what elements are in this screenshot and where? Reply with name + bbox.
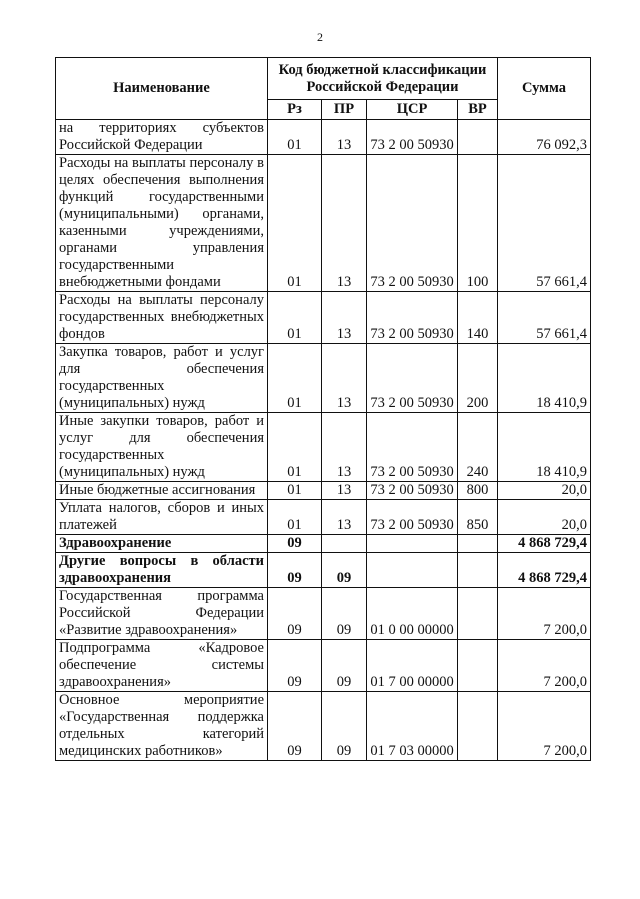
cell-csr: 01 7 00 00000 — [367, 640, 458, 692]
cell-csr: 73 2 00 50930 — [367, 120, 458, 155]
cell-pr: 09 — [322, 640, 367, 692]
cell-pr: 13 — [322, 344, 367, 413]
cell-pr: 09 — [322, 692, 367, 761]
cell-csr: 73 2 00 50930 — [367, 292, 458, 344]
cell-rz: 09 — [268, 553, 322, 588]
cell-rz: 09 — [268, 588, 322, 640]
cell-sum: 18 410,9 — [498, 344, 591, 413]
cell-csr — [367, 553, 458, 588]
cell-pr: 13 — [322, 120, 367, 155]
cell-rz: 01 — [268, 413, 322, 482]
cell-vr — [458, 535, 498, 553]
cell-vr: 240 — [458, 413, 498, 482]
cell-sum: 7 200,0 — [498, 692, 591, 761]
header-sum: Сумма — [498, 58, 591, 120]
cell-vr: 200 — [458, 344, 498, 413]
cell-vr: 850 — [458, 500, 498, 535]
cell-name: Иные закупки товаров, работ и услуг для обеспечения государственных (муниципальных) нужд — [56, 413, 268, 482]
cell-vr: 100 — [458, 155, 498, 292]
table-row — [56, 588, 591, 640]
table-row — [56, 292, 591, 344]
cell-csr: 73 2 00 50930 — [367, 482, 458, 500]
cell-vr: 140 — [458, 292, 498, 344]
cell-pr: 13 — [322, 155, 367, 292]
cell-name: Здравоохранение — [56, 535, 268, 553]
cell-vr — [458, 120, 498, 155]
header-rz: Рз — [268, 100, 322, 120]
cell-vr — [458, 640, 498, 692]
cell-rz: 01 — [268, 120, 322, 155]
cell-csr: 73 2 00 50930 — [367, 344, 458, 413]
cell-pr: 09 — [322, 588, 367, 640]
cell-rz: 09 — [268, 535, 322, 553]
cell-vr — [458, 588, 498, 640]
cell-name: Расходы на выплаты персоналу в целях обеспечения выполнения функций государственными (муниципальными) органами, казенными учреждениями, органами управления государственными внебюджетными фондами — [56, 155, 268, 292]
cell-pr: 13 — [322, 500, 367, 535]
cell-rz: 01 — [268, 482, 322, 500]
cell-name: Расходы на выплаты персоналу государственных внебюджетных фондов — [56, 292, 268, 344]
header-csr: ЦСР — [367, 100, 458, 120]
table-row — [56, 640, 591, 692]
cell-csr: 73 2 00 50930 — [367, 155, 458, 292]
table-row — [56, 120, 591, 155]
cell-rz: 01 — [268, 344, 322, 413]
cell-csr: 73 2 00 50930 — [367, 413, 458, 482]
cell-name: Уплата налогов, сборов и иных платежей — [56, 500, 268, 535]
cell-sum: 57 661,4 — [498, 155, 591, 292]
cell-name: Основное мероприятие «Государственная поддержка отдельных категорий медицинских работников» — [56, 692, 268, 761]
table-row — [56, 155, 591, 292]
cell-name: на территориях субъектов Российской Федерации — [56, 120, 268, 155]
cell-vr — [458, 553, 498, 588]
cell-csr: 73 2 00 50930 — [367, 500, 458, 535]
cell-rz: 01 — [268, 155, 322, 292]
cell-csr: 01 7 03 00000 — [367, 692, 458, 761]
cell-csr: 01 0 00 00000 — [367, 588, 458, 640]
cell-rz: 09 — [268, 692, 322, 761]
cell-name: Подпрограмма «Кадровое обеспечение системы здравоохранения» — [56, 640, 268, 692]
cell-vr — [458, 692, 498, 761]
cell-sum: 4 868 729,4 — [498, 535, 591, 553]
cell-sum: 7 200,0 — [498, 640, 591, 692]
page-number: 2 — [317, 30, 323, 44]
cell-pr: 13 — [322, 292, 367, 344]
cell-name: Другие вопросы в области здравоохранения — [56, 553, 268, 588]
header-code-group: Код бюджетной классификации Российской Федерации — [268, 58, 498, 100]
header-name: Наименование — [56, 58, 268, 120]
table-row — [56, 553, 591, 588]
cell-pr: 13 — [322, 413, 367, 482]
cell-pr: 13 — [322, 482, 367, 500]
cell-rz: 01 — [268, 500, 322, 535]
cell-sum: 18 410,9 — [498, 413, 591, 482]
cell-sum: 57 661,4 — [498, 292, 591, 344]
table-row — [56, 482, 591, 500]
cell-pr — [322, 535, 367, 553]
cell-vr: 800 — [458, 482, 498, 500]
cell-sum: 7 200,0 — [498, 588, 591, 640]
header-pr: ПР — [322, 100, 367, 120]
cell-sum: 4 868 729,4 — [498, 553, 591, 588]
cell-name: Государственная программа Российской Федерации «Развитие здравоохранения» — [56, 588, 268, 640]
cell-name: Закупка товаров, работ и услуг для обеспечения государственных (муниципальных) нужд — [56, 344, 268, 413]
table-row — [56, 344, 591, 413]
cell-rz: 09 — [268, 640, 322, 692]
table-row — [56, 535, 591, 553]
cell-rz: 01 — [268, 292, 322, 344]
cell-name: Иные бюджетные ассигнования — [56, 482, 268, 500]
table-body — [56, 120, 591, 761]
table-row — [56, 413, 591, 482]
cell-sum: 20,0 — [498, 482, 591, 500]
cell-sum: 76 092,3 — [498, 120, 591, 155]
cell-sum: 20,0 — [498, 500, 591, 535]
cell-pr: 09 — [322, 553, 367, 588]
budget-table — [55, 57, 591, 761]
header-vr: ВР — [458, 100, 498, 120]
table-row — [56, 692, 591, 761]
cell-csr — [367, 535, 458, 553]
table-row — [56, 500, 591, 535]
